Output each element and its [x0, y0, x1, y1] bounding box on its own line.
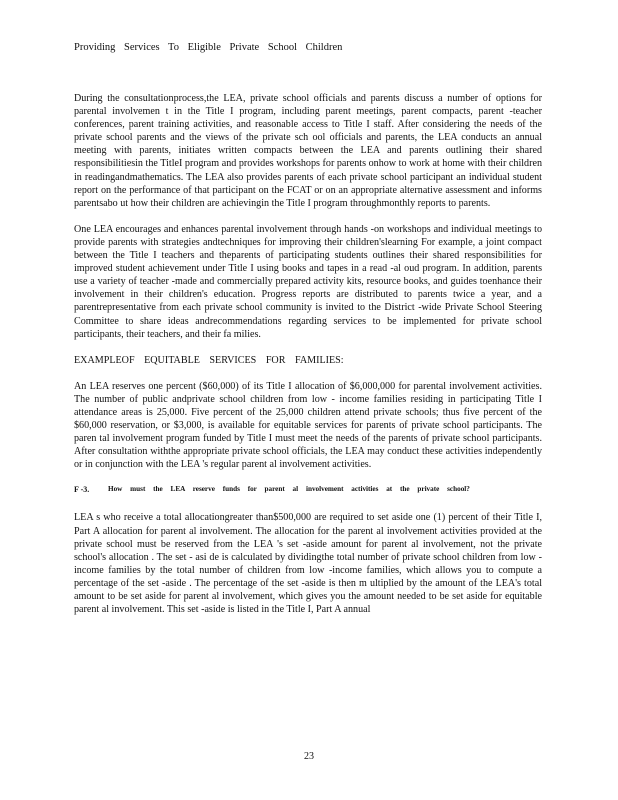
example-heading: EXAMPLEOF EQUITABLE SERVICES FOR FAMILIES:	[74, 354, 344, 366]
question-block	[74, 484, 542, 495]
question-number: F -3.	[74, 485, 90, 495]
page-number: 23	[304, 751, 314, 762]
paragraph-consultation: During the consultationprocess,the LEA, private school officials and parents discuss a number of options for parental involvemen t in the Title I program, including parent meetings, parent compacts, parent -teacher conferences, parent training activities, and reasonable access to Title I staff. After considering the needs of the private school parents and the views of the private sch ool officials and parents, the LEA conducts an annual meeting with parents, initiates written compacts between the LEA and parents outlining their shared responsibilitiesin the TitleI program and provides workshops for parents onhow to work at home with their children in readingandmathematics. The LEA also provides parents of each private school participant an individual student report on the performance of that participant on the FCAT or on an appropriate alternative assessment and informs parentsabo ut how their children are achievingin the Title I program throughmonthly reports to parents.	[74, 93, 542, 209]
question-text: How must the LEA reserve funds for parent al involvement activities at the private school?	[108, 485, 470, 494]
paragraph-answer: LEA s who receive a total allocationgreater than$500,000 are required to set aside one (1) percent of their Title I, Part A allocation for parent al involvement. The allocation for the parent al involvement activities provided at the private school must be reserved from the LEA 's set -aside amount for parent al involvement, not the private school's allocation . The set - asi de is calculated by dividingthe total number of private school children from low - income families by the total number of children from low -income families, which allows you to compute a percentage of the set -aside . The percentage of the set -aside is then m ultiplied by the amount of the LEA's total amount to be set aside for parent al involvement, which gives you the amount needed to be set aside for equitable parent al involvement. This set -aside is listed in the Title I, Part A annual	[74, 512, 542, 616]
paragraph-parental-involvement: One LEA encourages and enhances parental involvement through hands -on workshops and individual meetings to provide parents with strategies andtechniques for improving their children'slearning For example, a joint compact between the Title I teachers and theparents of participating students outlines their shared responsibilities for improved student achievement under Title I using books and tapes in a read -al oud program. In addition, parents use a variety of teacher -made and commercially prepared activity kits, resource books, and guides toenhance their involvement in their children's education. Progress reports are distributed to parents twice a year, and a parentrepresentative from each private school community is invited to the District -wide Private School Steering Committee to share ideas andrecommendations regarding services to be implemented for private school participants, their teachers, and their fa milies.	[74, 223, 542, 340]
body-text	[74, 92, 542, 629]
running-header: Providing Services To Eligible Private School Children	[74, 42, 343, 53]
paragraph-example: An LEA reserves one percent ($60,000) of its Title I allocation of $6,000,000 for parental involvement activities. The number of public andprivate school children from low - income families residing in participating Title I attendance areas is 25,000. Five percent of the 25,000 children attend private schools; thus five percent of the $60,000 reservation, or $3,000, is available for equitable services for parents of private school participants. The paren tal involvement program funded by Title I must meet the needs of the parents of private school participants. After consultation withthe appropriate private school officials, the LEA may conduct these activities independently or in conjunction with the LEA 's regular parent al involvement activities.	[74, 380, 542, 471]
